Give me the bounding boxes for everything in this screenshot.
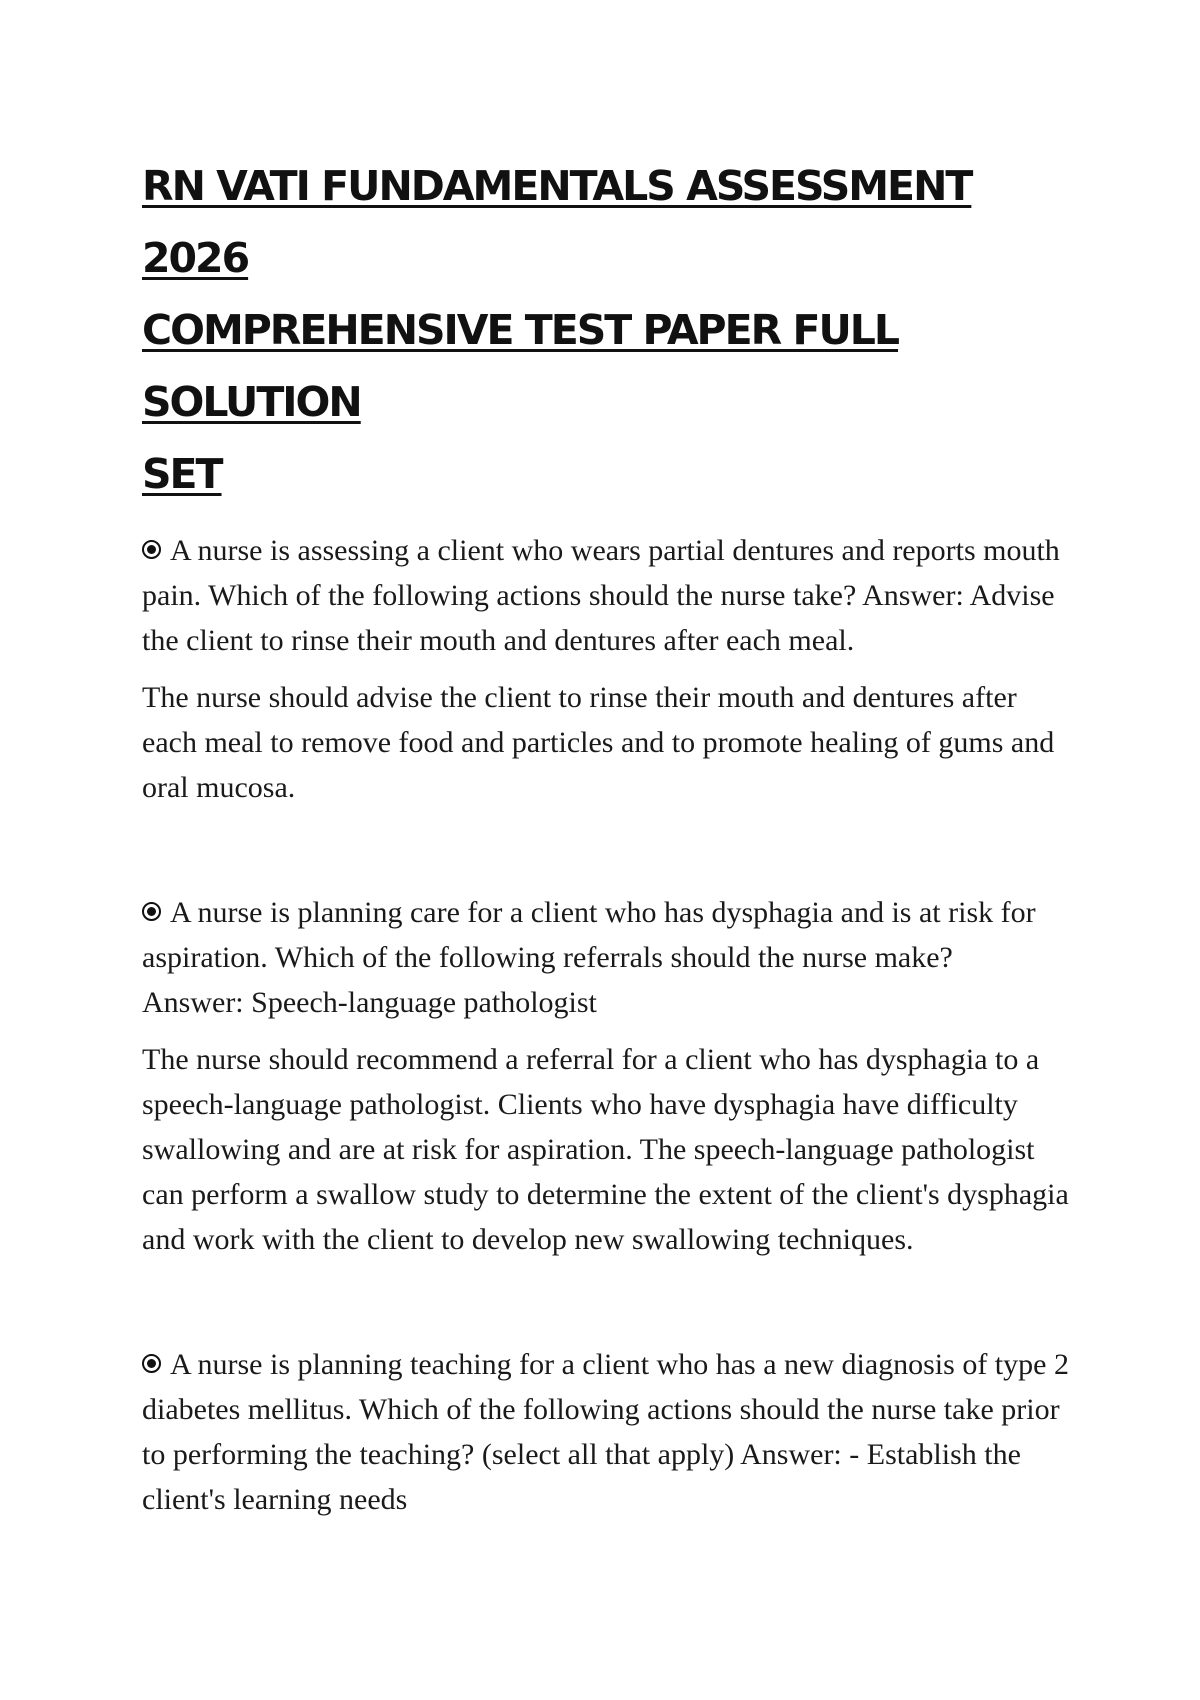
- question-text: A nurse is assessing a client who wears partial dentures and reports mouth pain. Which of the following actions should the nurse take?: [142, 534, 1060, 612]
- document-title: [142, 150, 1072, 510]
- title-line: COMPREHENSIVE TEST PAPER FULL SOLUTION: [142, 306, 899, 426]
- question-text: A nurse is planning teaching for a client who has a new diagnosis of type 2 diabetes mellitus. Which of the following actions should the nurse take prior to performing the teaching? (select all that apply): [142, 1348, 1069, 1471]
- question-paragraph: [142, 528, 1072, 663]
- question-paragraph: [142, 890, 1072, 1025]
- title-line: RN VATI FUNDAMENTALS ASSESSMENT 2026: [142, 162, 972, 282]
- document-page: [142, 150, 1072, 1522]
- question-block: [142, 1342, 1072, 1522]
- answer-text: Answer: Speech-language pathologist: [142, 986, 597, 1019]
- title-line: SET: [142, 450, 222, 498]
- question-block: [142, 890, 1072, 1262]
- question-paragraph: [142, 1342, 1072, 1522]
- question-block: [142, 528, 1072, 810]
- radio-bullet-icon: [142, 540, 161, 559]
- explanation-text: The nurse should advise the client to rinse their mouth and dentures after each meal to remove food and particles and to promote healing of gums and oral mucosa.: [142, 681, 1055, 804]
- spacer: [142, 1262, 1072, 1342]
- question-text: A nurse is planning care for a client who has dysphagia and is at risk for aspiration. Which of the following referrals should the nurse make?: [142, 896, 1036, 974]
- explanation-text: The nurse should recommend a referral for a client who has dysphagia to a speech-language pathologist. Clients who have dysphagia have difficulty swallowing and are at risk for aspiration. The speech-language pathologist can perform a swallow study to determine the extent of the client's dysphagia and work with the client to develop new swallowing techniques.: [142, 1043, 1069, 1256]
- radio-bullet-icon: [142, 902, 161, 921]
- answer-text: Answer: Advise the client to rinse their mouth and dentures after each meal.: [142, 579, 1055, 657]
- answer-text: Answer: - Establish the client's learning needs: [142, 1438, 1021, 1516]
- spacer: [142, 810, 1072, 890]
- radio-bullet-icon: [142, 1354, 161, 1373]
